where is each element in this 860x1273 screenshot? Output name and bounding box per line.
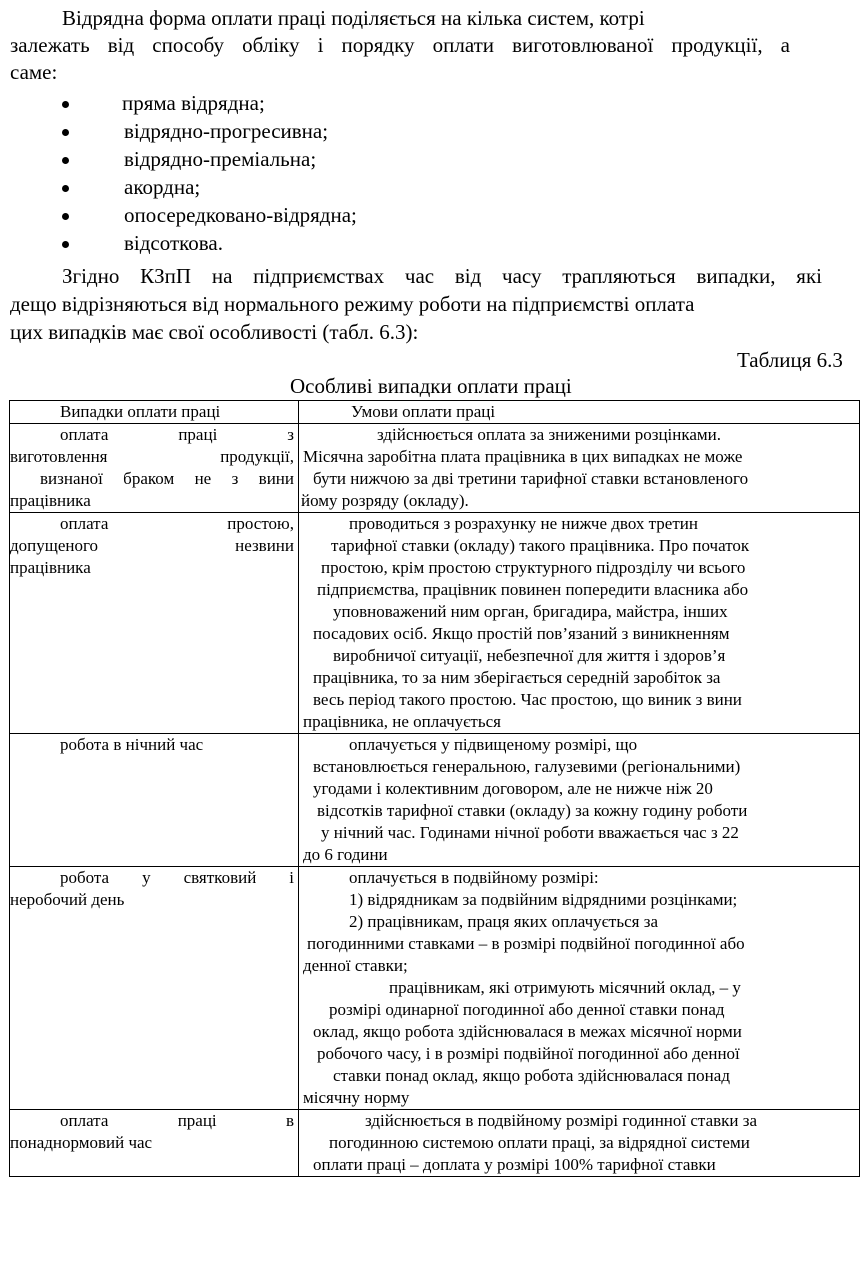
case-line: оплата простою, bbox=[60, 514, 294, 533]
conditions-line: встановлюється генеральною, галузевими (регіональними) bbox=[313, 757, 741, 776]
table-title: Особливі випадки оплати праці bbox=[290, 374, 572, 398]
case-line: оплата праці в bbox=[60, 1111, 294, 1130]
conditions-cell bbox=[299, 867, 860, 1110]
bullet-text: опосередковано-відрядна; bbox=[124, 203, 357, 227]
case-line: виготовлення продукції, bbox=[10, 447, 294, 466]
bullet-text: пряма відрядна; bbox=[122, 91, 265, 115]
conditions-line: здійснюється оплата за зниженими розцінками. bbox=[377, 425, 722, 444]
header-cases: Випадки оплати праці bbox=[10, 401, 299, 424]
bullet-text: відрядно-прогресивна; bbox=[124, 119, 329, 143]
bullet-text: відрядно-преміальна; bbox=[124, 147, 317, 171]
conditions-line: працівникам, які отримують місячний оклад, – у bbox=[389, 978, 741, 997]
conditions-line: бути нижчою за дві третини тарифної ставки встановленого bbox=[313, 469, 749, 488]
conditions-line: весь період такого простою. Час простою, що виник з вини bbox=[313, 690, 742, 709]
conditions-cell bbox=[299, 424, 860, 513]
conditions-cell bbox=[299, 734, 860, 867]
intro-line-3: саме: bbox=[10, 60, 58, 84]
special-cases-table bbox=[9, 400, 860, 1177]
case-cell bbox=[10, 513, 299, 734]
conditions-line: розмірі одинарної погодинної або денної ставки понад bbox=[329, 1000, 725, 1019]
case-line: працівника bbox=[10, 558, 91, 577]
conditions-line: працівника, не оплачується bbox=[303, 712, 501, 731]
case-line: оплата праці з bbox=[60, 425, 294, 444]
case-cell bbox=[10, 424, 299, 513]
conditions-line: робочого часу, і в розмірі подвійної погодинної або денної bbox=[317, 1044, 740, 1063]
table-row bbox=[10, 1110, 860, 1177]
conditions-cell bbox=[299, 1110, 860, 1177]
case-cell bbox=[10, 1110, 299, 1177]
case-line: понаднормовий час bbox=[10, 1133, 153, 1152]
table-row bbox=[10, 424, 860, 513]
conditions-line: оплачується в подвійному розмірі: bbox=[349, 868, 599, 887]
bullet-text: акордна; bbox=[124, 175, 201, 199]
case-line: визнаної браком не з вини bbox=[40, 469, 294, 488]
case-line: робота в нічний час bbox=[60, 735, 204, 754]
conditions-line: працівника, то за ним зберігається середній заробіток за bbox=[313, 668, 721, 687]
conditions-line: тарифної ставки (окладу) такого працівника. Про початок bbox=[331, 536, 750, 555]
table-label: Таблиця 6.3 bbox=[737, 348, 843, 372]
case-line: неробочий день bbox=[10, 890, 125, 909]
case-cell bbox=[10, 734, 299, 867]
conditions-line: 1) відрядникам за подвійним відрядними розцінками; bbox=[349, 890, 738, 909]
case-line-spacer bbox=[10, 1154, 298, 1176]
para2-line-2: дещо відрізняються від нормального режиму роботи на підприємстві оплата bbox=[10, 292, 695, 316]
conditions-line: погодинними ставками – в розмірі подвійної погодинної або bbox=[307, 934, 745, 953]
intro-line-2: залежать від способу обліку і порядку оплати виготовлюваної продукції, а bbox=[10, 33, 790, 57]
conditions-line: погодинною системою оплати праці, за відрядної системи bbox=[329, 1133, 750, 1152]
case-line: допущеного незвини bbox=[10, 536, 294, 555]
table-row bbox=[10, 513, 860, 734]
case-line: працівника bbox=[10, 491, 91, 510]
conditions-line: підприємства, працівник повинен попередити власника або bbox=[317, 580, 749, 599]
bullet-dot-icon bbox=[62, 101, 69, 108]
conditions-line: виробничої ситуації, небезпечної для життя і здоров’я bbox=[333, 646, 726, 665]
para2-line-3: цих випадків має свої особливості (табл. 6.3): bbox=[10, 320, 419, 344]
conditions-line: простою, крім простою структурного підрозділу чи всього bbox=[321, 558, 746, 577]
bullet-dot-icon bbox=[62, 157, 69, 164]
conditions-line: ставки понад оклад, якщо робота здійснювалася понад bbox=[333, 1066, 730, 1085]
table-header-row bbox=[10, 401, 860, 424]
conditions-line: здійснюється в подвійному розмірі годинної ставки за bbox=[365, 1111, 758, 1130]
conditions-line: до 6 години bbox=[303, 845, 388, 864]
conditions-line: Місячна заробітна плата працівника в цих випадках не може bbox=[303, 447, 743, 466]
conditions-line: денної ставки; bbox=[303, 956, 408, 975]
conditions-line: оклад, якщо робота здійснювалася в межах місячної норми bbox=[313, 1022, 742, 1041]
case-line: робота у святковий і bbox=[60, 868, 294, 887]
bullet-text: відсоткова. bbox=[124, 231, 224, 255]
conditions-cell bbox=[299, 513, 860, 734]
table-row bbox=[10, 867, 860, 1110]
bullet-dot-icon bbox=[62, 213, 69, 220]
bullet-dot-icon bbox=[62, 129, 69, 136]
para2-line-1: Згідно КЗпП на підприємствах час від часу трапляються випадки, які bbox=[62, 264, 822, 288]
conditions-line: уповноважений ним орган, бригадира, майстра, інших bbox=[333, 602, 728, 621]
bullet-dot-icon bbox=[62, 241, 69, 248]
conditions-line: йому розряду (окладу). bbox=[301, 491, 469, 510]
intro-line-1: Відрядна форма оплати праці поділяється на кілька систем, котрі bbox=[62, 6, 645, 30]
conditions-line: у нічний час. Годинами нічної роботи вважається час з 22 bbox=[321, 823, 739, 842]
conditions-line: проводиться з розрахунку не нижче двох третин bbox=[349, 514, 698, 533]
conditions-line: угодами і колективним договором, але не нижче ніж 20 bbox=[313, 779, 713, 798]
table-row bbox=[10, 734, 860, 867]
header-conditions: Умови оплати праці bbox=[299, 401, 860, 424]
bullet-dot-icon bbox=[62, 185, 69, 192]
conditions-line: посадових осіб. Якщо простій пов’язаний з виникненням bbox=[313, 624, 730, 643]
conditions-line: місячну норму bbox=[303, 1088, 410, 1107]
conditions-line: відсотків тарифної ставки (окладу) за кожну годину роботи bbox=[317, 801, 748, 820]
conditions-line: оплати праці – доплата у розмірі 100% тарифної ставки bbox=[313, 1155, 716, 1174]
case-cell bbox=[10, 867, 299, 1110]
conditions-line: 2) працівникам, праця яких оплачується за bbox=[349, 912, 658, 931]
conditions-line: оплачується у підвищеному розмірі, що bbox=[349, 735, 638, 754]
